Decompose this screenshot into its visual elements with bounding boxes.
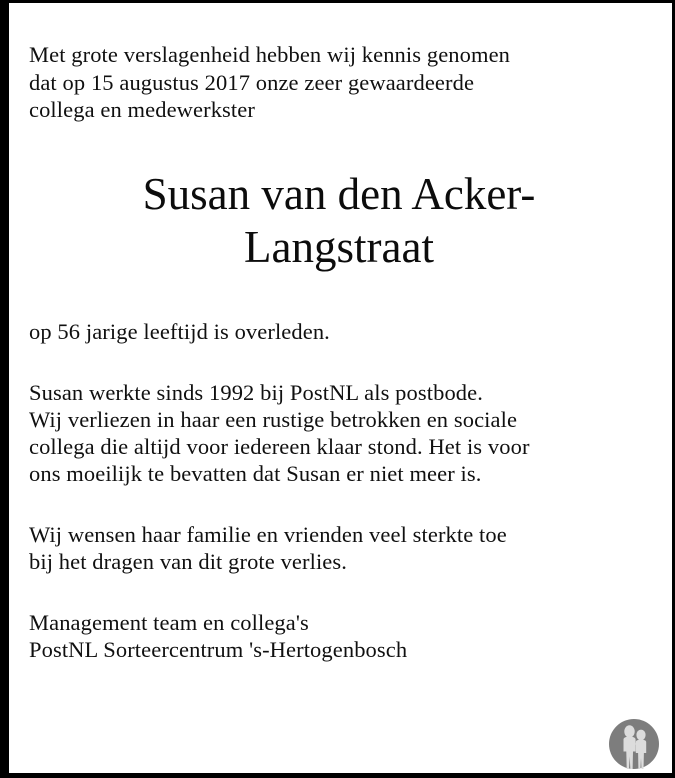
signature-line-2: PostNL Sorteercentrum 's-Hertogenbosch xyxy=(29,636,408,662)
two-embracing-figures-icon xyxy=(608,718,660,770)
deceased-name-line-1: Susan van den Acker- xyxy=(142,168,536,219)
notice-content xyxy=(29,41,649,663)
intro-line-2: dat op 15 augustus 2017 onze zeer gewaardeerde xyxy=(29,69,475,95)
spacer-above-condolence xyxy=(29,487,649,521)
tribute-line-2: Wij verliezen in haar een rustige betrokken en sociale xyxy=(29,406,518,432)
spacer-above-tribute xyxy=(29,345,649,379)
age-statement: op 56 jarige leeftijd is overleden. xyxy=(29,318,330,344)
signature-block xyxy=(29,609,649,663)
deceased-name-line-2: Langstraat xyxy=(244,221,434,272)
intro-line-1: Met grote verslagenheid hebben wij kennis genomen xyxy=(29,42,511,67)
signature-line-1: Management team en collega's xyxy=(29,609,309,635)
spacer-below-name xyxy=(29,274,649,318)
tribute-line-1: Susan werkte sinds 1992 bij PostNL als postbode. xyxy=(29,379,483,405)
condolence-line-2: bij het dragen van dit grote verlies. xyxy=(29,548,347,574)
tribute-line-3: collega die altijd voor iedereen klaar stond. Het is voor xyxy=(29,433,530,459)
intro-line-3: collega en medewerkster xyxy=(29,97,255,122)
intro-paragraph xyxy=(29,41,649,124)
condolence-paragraph xyxy=(29,521,649,575)
spacer-above-signature xyxy=(29,575,649,609)
spacer-above-name xyxy=(29,124,649,168)
deceased-name xyxy=(29,168,649,274)
tribute-paragraph xyxy=(29,379,649,487)
tribute-line-4: ons moeilijk te bevatten dat Susan er niet meer is. xyxy=(29,460,482,486)
condolence-line-1: Wij wensen haar familie en vrienden veel sterkte toe xyxy=(29,521,507,547)
